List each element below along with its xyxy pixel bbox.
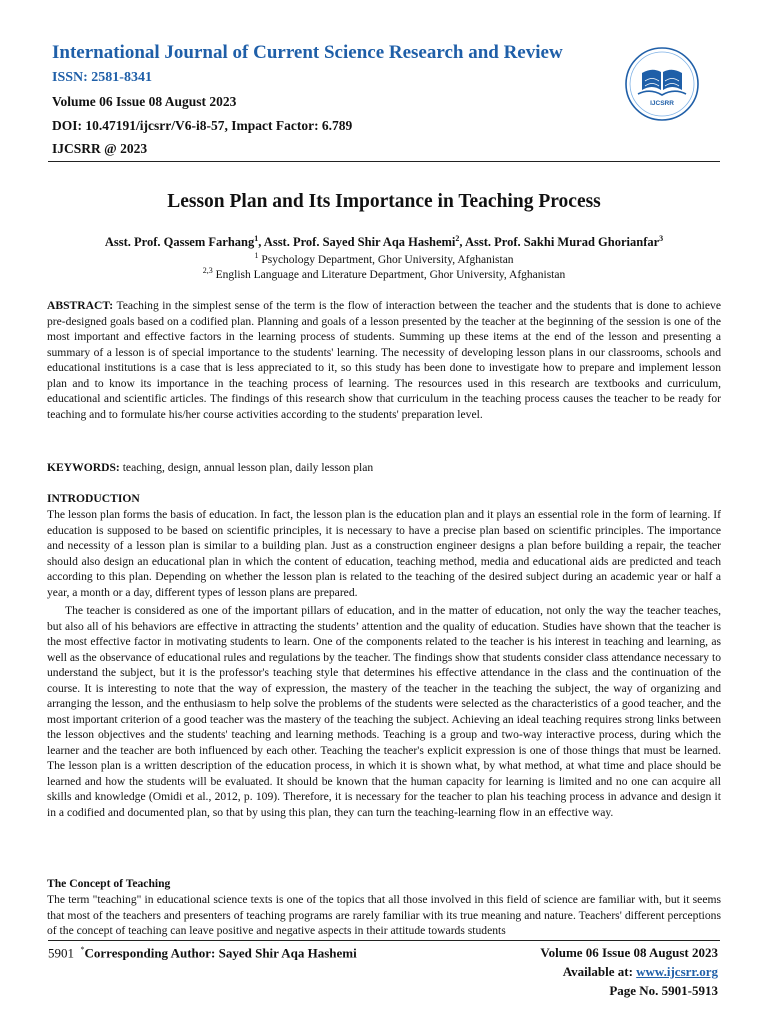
affiliation-sup: 1 [254, 251, 259, 260]
keywords [47, 460, 721, 476]
author-name: Asst. Prof. Sakhi Murad Ghorianfar [464, 235, 660, 250]
journal-title: International Journal of Current Science Research and Review [52, 42, 563, 63]
header-doi: DOI: 10.47191/ijcsrr/V6-i8-57, Impact Factor: 6.789 [52, 118, 353, 133]
available-label: Available at: [562, 964, 637, 979]
author-sup: 2 [455, 234, 460, 243]
abstract [47, 298, 721, 422]
journal-logo-icon [624, 46, 700, 122]
footer-volume: Volume 06 Issue 08 August 2023 [540, 945, 718, 960]
page-number: 5901 [48, 945, 74, 961]
footer-left [48, 945, 357, 961]
abstract-label: ABSTRACT: [47, 299, 114, 312]
paragraph: The lesson plan forms the basis of education. In fact, the lesson plan is the education plan and it plays an essential role in the form of learning. If education is supposed to be based on scientific principles, it is necessary to have a precise plan based on scientific principles. The importance and necessity of a lesson plan is similar to a building plan. Just as a construction engineer designs a plan before building a repair, the teacher should also design an educational plan in which the content of education, teaching method, media and educational aids are predicted and teach according to this plan. Depending on whether the lesson plan is related to the teaching of the desired subject during an academic year or half a year, a month or a day, different types of lesson plans are prepared. [47, 508, 721, 599]
logo-text: IJCSRR [650, 100, 674, 107]
keywords-text: teaching, design, annual lesson plan, daily lesson plan [122, 461, 374, 474]
author-sup: 3 [659, 234, 664, 243]
keywords-label: KEYWORDS: [47, 461, 120, 474]
header-divider [48, 161, 720, 162]
footer-available [563, 964, 718, 980]
corresponding-sup: * [80, 945, 85, 954]
paragraph: The teacher is considered as one of the important pillars of education, and in the matter of education, not only the way the teacher teaches, but also all of his behaviors are effective in attracting the students’ attention and the quality of education. Studies have shown that the teacher is the most effective factor in motivating students to learn. One of the components related to the teacher is his interest in teaching and learning, as well as the observance of educational rules and regulations by the teacher. The findings show that students consider class attendance necessary to understand the subject, but it is the professor's teaching style that determines his effective attendance in the class and the continuation of the course. It is interesting to note that the way of expression, the mastery of the teacher in the teaching the subject, the way of organizing and arranging the lesson, and the enthusiasm to help solve the problems of the students were selected as the characteristics of a good teacher, and the most important criterion of a good teacher was the mastery of the teaching the subject. Achieving an ideal teaching requires strong links between the lesson objectives and the students' teaching and learning methods. Teaching is a group and two-way interactive process, during which the learner and the teacher are both influenced by each other. Teaching the teacher's explicit expression is one of those things that must be learned. The lesson plan is a written description of the education process, in which it is shown what, by what method, at what time and place should be learned and how the students will be evaluated. It should be known that the human capacity for learning is limited and no one can acquire all skills and knowledge (Omidi et al., 2012, p. 109). Therefore, it is necessary for the teacher to plan his teaching process in advance and design it in a codified and documented plan, so that by using this plan, they can turn the teaching-learning flow in an effective way. [47, 604, 721, 819]
author-name: Asst. Prof. Qassem Farhang [104, 235, 255, 250]
header-volume: Volume 06 Issue 08 August 2023 [52, 94, 237, 109]
paragraph: The term "teaching" in educational science texts is one of the topics that all those involved in this field of science are familiar with, but it seems that most of the teachers and presenters of teaching programs are rarely familiar with its true meaning and nature. Teachers' different perceptions of the concept of teaching can leave positive and negative aspects in their attitude towards students [47, 893, 721, 937]
paper-title: Lesson Plan and Its Importance in Teaching Process [167, 191, 601, 212]
affiliation-sup: 2,3 [202, 266, 213, 275]
footer-divider [48, 940, 720, 941]
author-sup: 1 [254, 234, 259, 243]
section-heading-concept: The Concept of Teaching [47, 877, 171, 890]
issn: ISSN: 2581-8341 [52, 70, 152, 85]
corresponding-author: Corresponding Author: Sayed Shir Aqa Hashemi [84, 945, 357, 961]
affiliation [48, 251, 720, 266]
affiliation-text: English Language and Literature Department, Ghor University, Afghanistan [215, 268, 566, 281]
footer-pages: Page No. 5901-5913 [609, 983, 718, 998]
abstract-text: Teaching in the simplest sense of the term is the flow of interaction between the teacher and the students that is done to achieve pre-designed goals based on a codified plan. Planning and goals of a lesson presented by the teacher at the beginning of the session is one of the most important and effective factors in the learning process of students. Summing up these items at the end of the lesson and presenting a summary of a lesson is of special importance to the students' learning. The necessity of developing lesson plans in our classrooms, schools and educational institutions is a case that is less appreciated to it, so this study has been done to investigate how to prepare and implement lesson plan and to know its importance in the teaching process of learning. The resources used in this research are textbooks and curriculum, educational and scientific articles. The findings of this research show that curriculum in the teaching process causes the teacher to be ready for teaching and to formulate his/her course activities according to the students' preparation level. [47, 299, 721, 421]
authors-line: Asst. Prof. Qassem Farhang$^1$, Asst. Prof. Sayed Shir Aqa Hashemi$^2$, Asst. Prof. Sakhi Murad Ghorianfar$^3$ [104, 234, 664, 250]
header-copyright: IJCSRR @ 2023 [52, 141, 148, 156]
affiliation [48, 266, 720, 281]
section-heading-introduction: INTRODUCTION [47, 492, 140, 505]
affiliation-text: Psychology Department, Ghor University, Afghanistan [261, 253, 514, 266]
journal-link[interactable]: www.ijcsrr.org [636, 964, 718, 979]
author-name: Asst. Prof. Sayed Shir Aqa Hashemi [263, 235, 456, 250]
